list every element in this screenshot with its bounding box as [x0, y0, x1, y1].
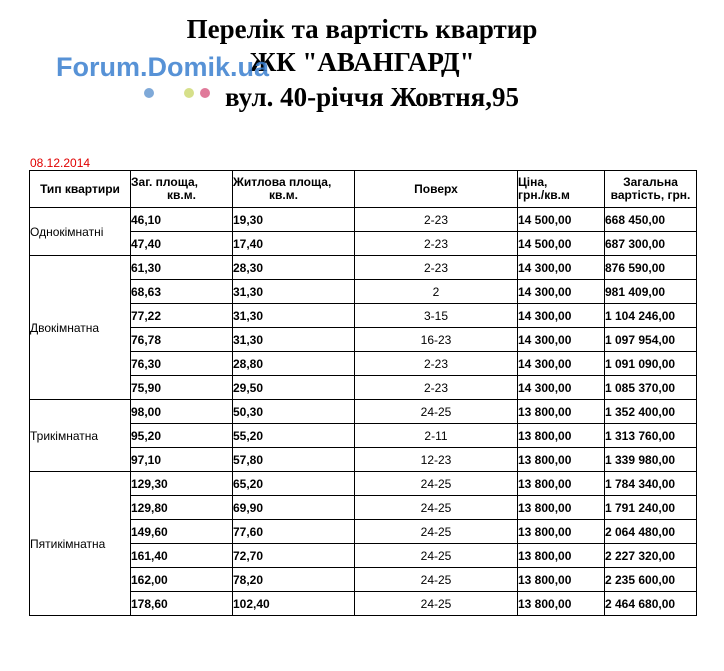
table-row — [30, 352, 697, 376]
total-cost-cell: 876 590,00 — [605, 256, 697, 280]
table-body — [30, 208, 697, 616]
apartment-type-cell: Однокімнатні — [30, 208, 131, 256]
total-area-cell: 75,90 — [131, 376, 233, 400]
total-area-cell: 76,78 — [131, 328, 233, 352]
header-total-area-line2: кв.м. — [167, 188, 196, 202]
header-living-area-line2: кв.м. — [269, 188, 298, 202]
price-cell: 14 500,00 — [518, 232, 605, 256]
total-cost-cell: 1 313 760,00 — [605, 424, 697, 448]
header-total-area-line1: Заг. площа, — [131, 175, 198, 189]
total-area-cell: 68,63 — [131, 280, 233, 304]
price-cell: 13 800,00 — [518, 424, 605, 448]
total-area-cell: 95,20 — [131, 424, 233, 448]
total-area-cell: 129,80 — [131, 496, 233, 520]
floor-cell: 2-23 — [355, 352, 518, 376]
table-row — [30, 448, 697, 472]
total-area-cell: 46,10 — [131, 208, 233, 232]
header-price-line2: грн./кв.м — [518, 188, 570, 202]
table-row — [30, 544, 697, 568]
living-area-cell: 28,30 — [233, 256, 355, 280]
total-area-cell: 97,10 — [131, 448, 233, 472]
price-cell: 13 800,00 — [518, 448, 605, 472]
living-area-cell: 78,20 — [233, 568, 355, 592]
total-area-cell: 129,30 — [131, 472, 233, 496]
table-row — [30, 400, 697, 424]
watermark-dot-icon — [200, 88, 210, 98]
total-cost-cell: 687 300,00 — [605, 232, 697, 256]
table-row — [30, 496, 697, 520]
price-cell: 13 800,00 — [518, 592, 605, 616]
total-cost-cell: 981 409,00 — [605, 280, 697, 304]
price-cell: 13 800,00 — [518, 520, 605, 544]
living-area-cell: 57,80 — [233, 448, 355, 472]
watermark: Forum.Domik.ua — [56, 52, 270, 82]
price-cell: 14 300,00 — [518, 280, 605, 304]
header-total-area — [131, 171, 233, 208]
living-area-cell: 29,50 — [233, 376, 355, 400]
floor-cell: 2-11 — [355, 424, 518, 448]
price-cell: 13 800,00 — [518, 472, 605, 496]
watermark-dot-icon — [184, 88, 194, 98]
living-area-cell: 28,80 — [233, 352, 355, 376]
total-area-cell: 98,00 — [131, 400, 233, 424]
apartment-type-cell: Трикімнатна — [30, 400, 131, 472]
price-cell: 14 300,00 — [518, 256, 605, 280]
table-row — [30, 328, 697, 352]
living-area-cell: 55,20 — [233, 424, 355, 448]
total-cost-cell: 1 352 400,00 — [605, 400, 697, 424]
header-type: Тип квартири — [30, 171, 131, 208]
price-cell: 13 800,00 — [518, 400, 605, 424]
price-cell: 14 300,00 — [518, 304, 605, 328]
table-row — [30, 280, 697, 304]
floor-cell: 24-25 — [355, 544, 518, 568]
price-cell: 14 500,00 — [518, 208, 605, 232]
table-row — [30, 592, 697, 616]
price-cell: 14 300,00 — [518, 376, 605, 400]
watermark-dot-icon — [144, 88, 154, 98]
complex-name: ЖК "АВАНГАРД" — [249, 47, 475, 77]
total-cost-cell: 1 784 340,00 — [605, 472, 697, 496]
header-sum — [605, 171, 697, 208]
total-cost-cell: 1 085 370,00 — [605, 376, 697, 400]
total-area-cell: 162,00 — [131, 568, 233, 592]
apartments-table — [29, 170, 697, 616]
total-area-cell: 76,30 — [131, 352, 233, 376]
total-area-cell: 77,22 — [131, 304, 233, 328]
total-area-cell: 161,40 — [131, 544, 233, 568]
floor-cell: 24-25 — [355, 496, 518, 520]
table-row — [30, 256, 697, 280]
total-cost-cell: 2 064 480,00 — [605, 520, 697, 544]
floor-cell: 2-23 — [355, 376, 518, 400]
floor-cell: 24-25 — [355, 592, 518, 616]
living-area-cell: 50,30 — [233, 400, 355, 424]
total-cost-cell: 2 464 680,00 — [605, 592, 697, 616]
living-area-cell: 102,40 — [233, 592, 355, 616]
table-row — [30, 208, 697, 232]
page-title: Перелік та вартість квартир — [186, 14, 538, 44]
living-area-cell: 65,20 — [233, 472, 355, 496]
total-area-cell: 178,60 — [131, 592, 233, 616]
floor-cell: 2-23 — [355, 256, 518, 280]
living-area-cell: 77,60 — [233, 520, 355, 544]
price-cell: 13 800,00 — [518, 568, 605, 592]
floor-cell: 24-25 — [355, 568, 518, 592]
apartment-type-cell: Двокімнатна — [30, 256, 131, 400]
living-area-cell: 31,30 — [233, 280, 355, 304]
date-label: 08.12.2014 — [30, 156, 91, 170]
watermark-dots — [144, 86, 214, 100]
total-cost-cell: 1 091 090,00 — [605, 352, 697, 376]
total-cost-cell: 1 097 954,00 — [605, 328, 697, 352]
floor-cell: 2-23 — [355, 208, 518, 232]
floor-cell: 3-15 — [355, 304, 518, 328]
floor-cell: 24-25 — [355, 400, 518, 424]
header-living-area — [233, 171, 355, 208]
table-row — [30, 376, 697, 400]
price-cell: 13 800,00 — [518, 496, 605, 520]
table-row — [30, 424, 697, 448]
apartment-type-cell: Пятикімнатна — [30, 472, 131, 616]
header-price — [518, 171, 605, 208]
table-row — [30, 568, 697, 592]
floor-cell: 2-23 — [355, 232, 518, 256]
total-cost-cell: 1 791 240,00 — [605, 496, 697, 520]
total-cost-cell: 2 235 600,00 — [605, 568, 697, 592]
floor-cell: 24-25 — [355, 472, 518, 496]
header-sum-line2: вартість, грн. — [610, 188, 691, 202]
price-cell: 14 300,00 — [518, 328, 605, 352]
table-row — [30, 520, 697, 544]
living-area-cell: 72,70 — [233, 544, 355, 568]
total-cost-cell: 668 450,00 — [605, 208, 697, 232]
total-area-cell: 61,30 — [131, 256, 233, 280]
table-header-row — [30, 171, 697, 208]
price-cell: 14 300,00 — [518, 352, 605, 376]
table-row — [30, 304, 697, 328]
total-area-cell: 149,60 — [131, 520, 233, 544]
total-area-cell: 47,40 — [131, 232, 233, 256]
header-sum-line1: Загальна — [623, 175, 678, 189]
table-row — [30, 232, 697, 256]
floor-cell: 2 — [355, 280, 518, 304]
address: вул. 40-річчя Жовтня,95 — [224, 82, 520, 112]
floor-cell: 16-23 — [355, 328, 518, 352]
living-area-cell: 19,30 — [233, 208, 355, 232]
living-area-cell: 31,30 — [233, 328, 355, 352]
living-area-cell: 17,40 — [233, 232, 355, 256]
total-cost-cell: 1 104 246,00 — [605, 304, 697, 328]
total-cost-cell: 2 227 320,00 — [605, 544, 697, 568]
header-floor: Поверх — [355, 171, 518, 208]
total-cost-cell: 1 339 980,00 — [605, 448, 697, 472]
price-cell: 13 800,00 — [518, 544, 605, 568]
living-area-cell: 69,90 — [233, 496, 355, 520]
floor-cell: 24-25 — [355, 520, 518, 544]
living-area-cell: 31,30 — [233, 304, 355, 328]
header-living-area-line1: Житлова площа, — [233, 175, 332, 189]
header-price-line1: Ціна, — [518, 175, 548, 189]
floor-cell: 12-23 — [355, 448, 518, 472]
table-row — [30, 472, 697, 496]
